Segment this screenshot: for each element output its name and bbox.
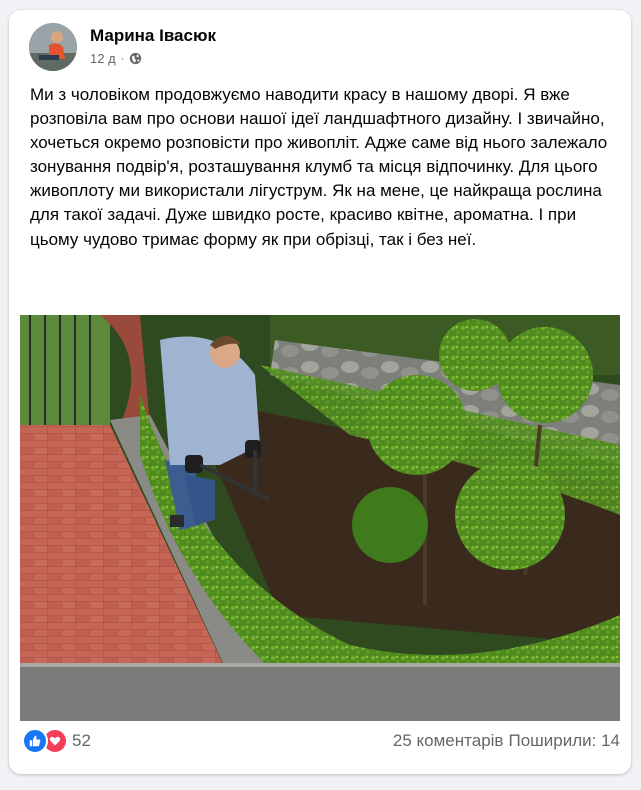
post-text: Ми з чоловіком продовжуємо наводити красу в нашому дворі. Я вже розповіла вам про основи нашої ідеї ландшафтного дизайну. І звичайно, хочеться окремо розповісти про живопліт. Адже саме від нього залежало зонування подвір'я, розташування клумб та місця відпочинку. Для цього живоплоту ми використали лігуструм. Як на мене, це найкраща рослина для такої задачі. Дуже швидко росте, красиво квітне, ароматна. І при цьому чудово тримає форму як при обрізці, так і без неї. xyxy=(30,85,608,249)
reaction-count: 52 xyxy=(72,731,91,750)
reactions-summary[interactable] xyxy=(22,728,91,754)
post-stats xyxy=(393,731,620,751)
author-avatar[interactable] xyxy=(29,23,77,71)
post-card xyxy=(9,10,631,774)
comments-count[interactable]: 25 коментарів xyxy=(392,731,504,750)
post-footer xyxy=(20,726,620,756)
post-time[interactable]: 12 д xyxy=(90,51,116,66)
shares-count[interactable]: Поширили: 14 xyxy=(508,731,620,750)
like-icon xyxy=(22,728,48,754)
avatar-photo xyxy=(29,23,77,71)
meta-separator: · xyxy=(120,52,125,65)
post-header xyxy=(29,23,609,73)
globe-icon[interactable] xyxy=(129,52,142,65)
author-name[interactable]: Марина Івасюк xyxy=(90,26,216,45)
post-meta xyxy=(90,51,142,66)
garden-hedge-trimming-photo[interactable] xyxy=(20,315,620,721)
